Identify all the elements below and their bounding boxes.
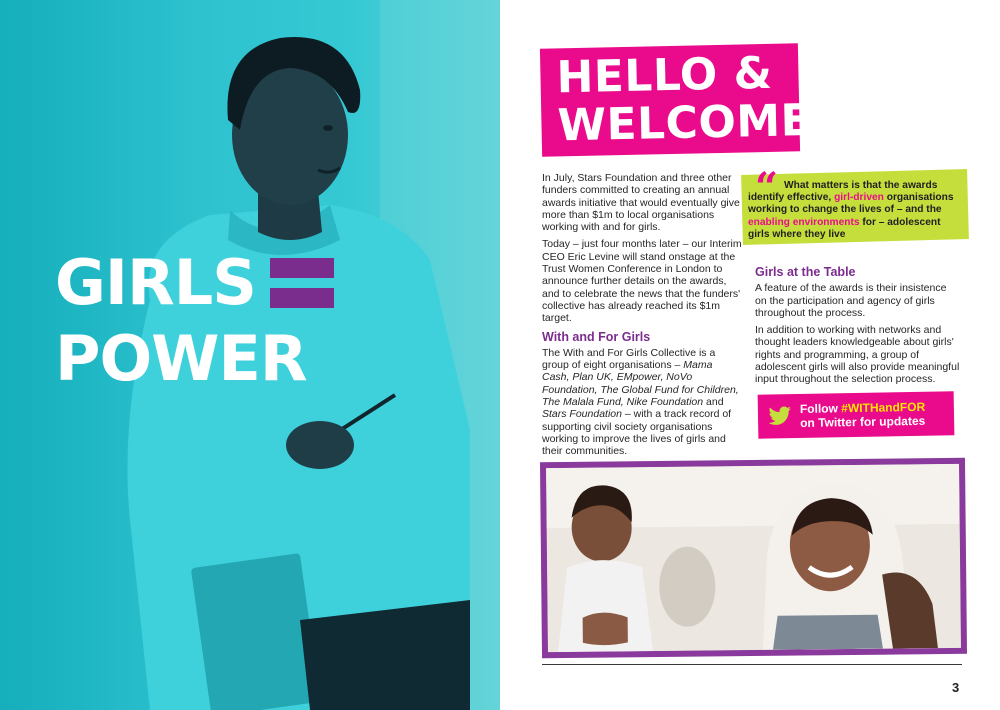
collective-members: – Mama Cash, Plan UK, EMpower, NoVo Foundation, The Global Fund for Children, The Malala Fund, Nike Foundation	[542, 359, 739, 409]
equals-icon	[270, 258, 334, 308]
quote-highlight-enabling-environments: enabling environments	[748, 216, 860, 228]
twitter-follow-badge[interactable]	[758, 391, 955, 438]
girls-classroom-photo	[540, 458, 967, 658]
collective-last-member: Stars Foundation	[542, 408, 622, 421]
right-text-column	[755, 260, 960, 391]
twitter-bird-icon	[768, 406, 792, 426]
page-title	[540, 43, 812, 156]
hero-headline	[55, 246, 334, 395]
quote-mark-icon: “	[755, 164, 779, 211]
hero-word-girls: GIRLS	[55, 246, 256, 319]
left-text-column	[542, 172, 742, 463]
intro-paragraph-2: Today – just four months later – our Interim CEO Eric Levine will stand onstage at the Trust Women Conference in London to announce further details on the awards, and to celebrate the news that the funders' collective has already reached its $1m target.	[542, 238, 742, 325]
section-heading-with-and-for-girls: With and For Girls	[542, 329, 651, 344]
twitter-hashtag[interactable]: #WITHandFOR	[841, 399, 926, 416]
twitter-follow-text	[800, 400, 926, 430]
hero-word-power: POWER	[55, 322, 307, 395]
quote-part-1: What matters is that the awards identify effective,	[748, 180, 938, 204]
footer-rule	[542, 664, 962, 665]
with-and-for-girls-paragraph	[542, 347, 742, 458]
hero-line-girls	[55, 246, 334, 319]
collective-intro-text: The With and For Girls Collective is a group of eight organisations	[542, 346, 716, 372]
twitter-rest-text: on Twitter for updates	[800, 413, 926, 430]
quote-part-2: organisations working to change the lives of – and the	[748, 192, 954, 216]
intro-paragraph-1: In July, Stars Foundation and three other funders committed to creating an annual awards initiative that would eventually give more than $1m to local organisations working with and for girls.	[542, 172, 740, 234]
classroom-photo-illustration	[546, 464, 961, 652]
girls-table-paragraph-2: In addition to working with networks and thought leaders knowledgeable about girls' rights and programming, a group of adolescent girls will also provide meaningful input throughout the selection process.	[755, 324, 960, 386]
section-heading-girls-at-the-table: Girls at the Table	[755, 265, 856, 279]
page-title-line1: HELLO &	[555, 47, 773, 104]
hero-line-power	[55, 322, 334, 395]
collective-and-text: and	[703, 396, 724, 409]
pull-quote-text	[748, 180, 960, 241]
girls-table-paragraph-1: A feature of the awards is their insistence on the participation and agency of girls throughout the process.	[755, 282, 947, 319]
twitter-follow-word: Follow	[799, 401, 842, 416]
quote-highlight-girl-driven: girl-driven	[834, 192, 884, 204]
quote-part-3: for – adolescent girls where they live	[748, 216, 941, 240]
page-title-line2: WELCOME	[556, 95, 812, 152]
page-number: 3	[952, 680, 960, 695]
collective-outro-text: – with a track record of supporting civil society organisations working to improve the lives of girls and their communities.	[542, 408, 732, 458]
